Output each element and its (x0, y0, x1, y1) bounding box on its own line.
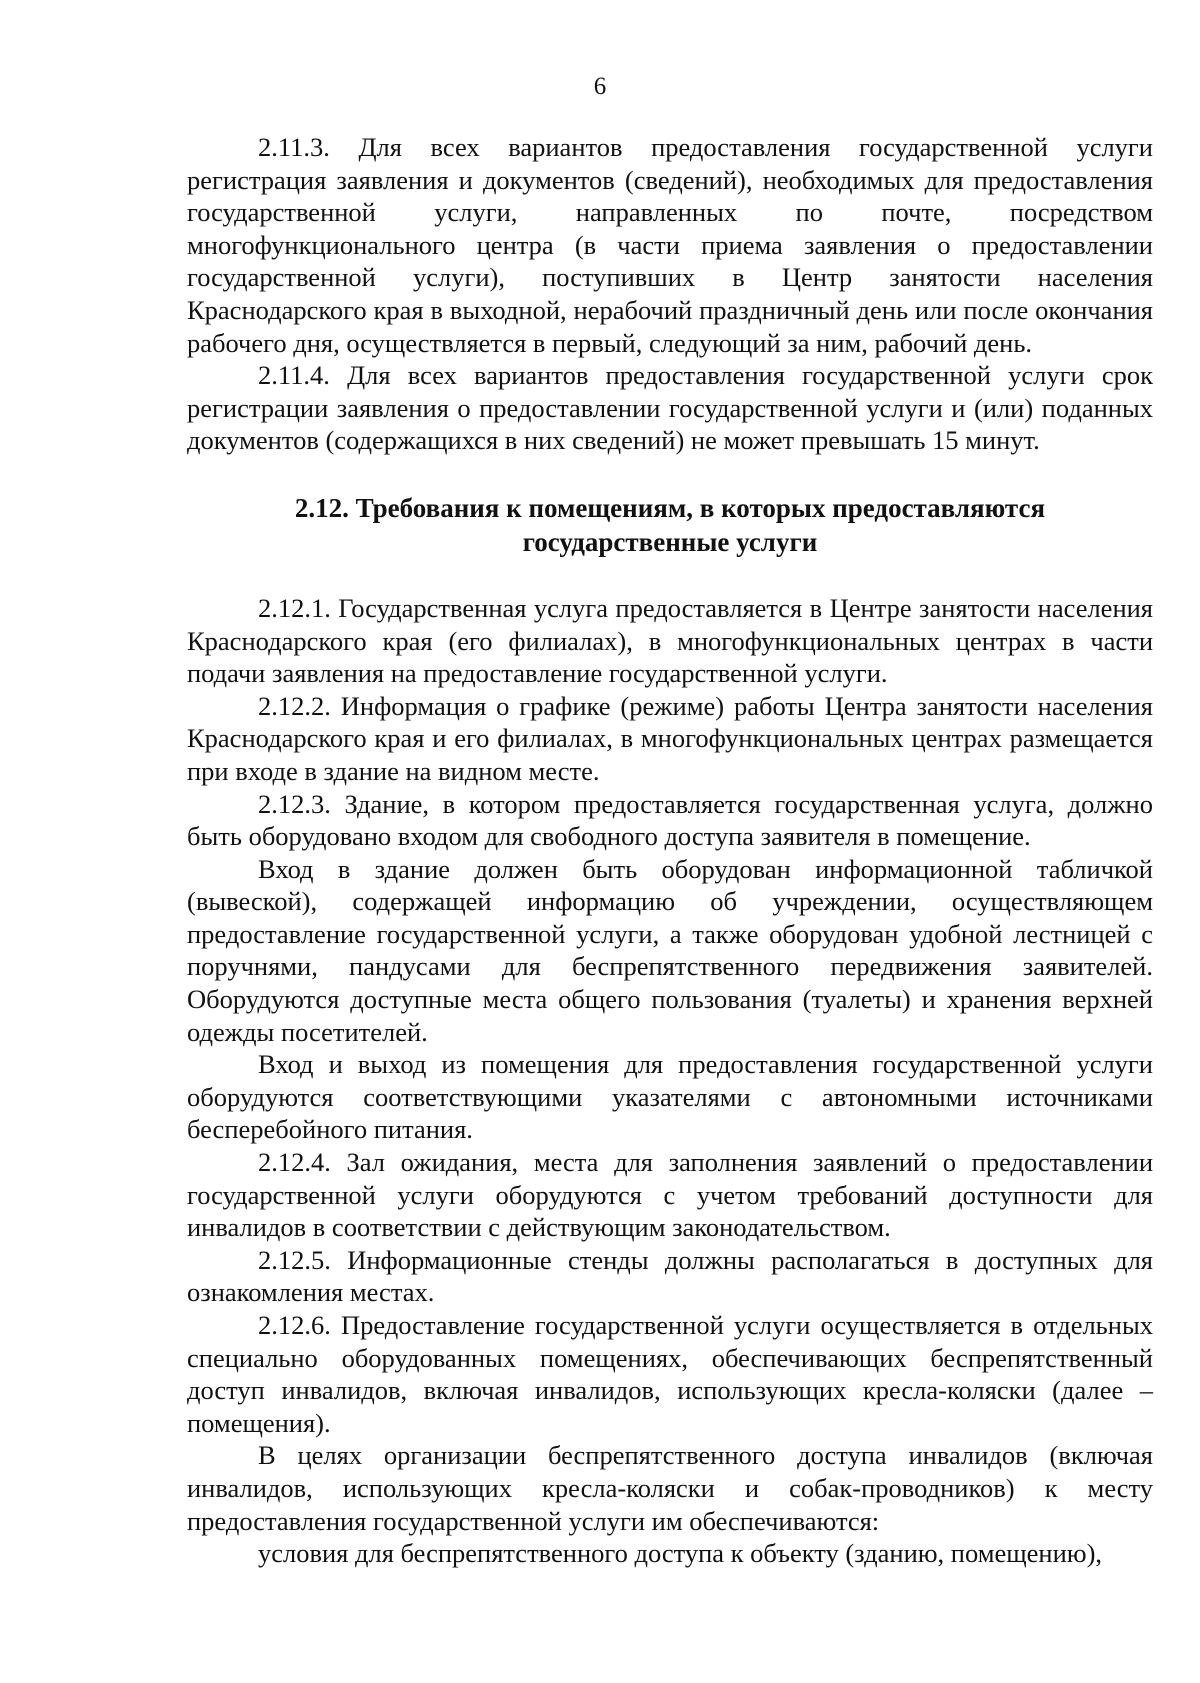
paragraph-access-goals: В целях организации беспрепятственного доступа инвалидов (включая инвалидов, использующих кресла-коляски и собак-проводников) к месту предоставления государственной услуги им обеспечиваются: (187, 1440, 1153, 1536)
paragraph-2-11-3: 2.11.3. Для всех вариантов предоставления государственной услуги регистрация заявления и документов (сведений), необходимых для предоставления государственной услуги, направленных по почте, посредством многофункционального центра (в части приема заявления о предоставлении государственной услуги), поступивших в Центр занятости населения Краснодарского края в выходной, нерабочий праздничный день или после окончания рабочего дня, осуществляется в первый, следующий за ним, рабочий день. (187, 132, 1153, 358)
paragraph-2-12-3: 2.12.3. Здание, в котором предоставляется государственная услуга, должно быть оборудовано входом для свободного доступа заявителя в помещение. (187, 788, 1153, 852)
paragraph-conditions: условия для беспрепятственного доступа к объекту (зданию, помещению), (258, 1538, 1103, 1569)
page-number: 6 (593, 73, 607, 100)
paragraph-2-12-4: 2.12.4. Зал ожидания, места для заполнения заявлений о предоставлении государственной услуги оборудуются с учетом требований доступности для инвалидов в соответствии с действующим законодательством. (187, 1147, 1153, 1243)
paragraph-2-12-2: 2.12.2. Информация о графике (режиме) работы Центра занятости населения Краснодарского края и его филиалах, в многофункциональных центрах размещается при входе в здание на видном месте. (187, 690, 1153, 786)
paragraph-2-12-1: 2.12.1. Государственная услуга предоставляется в Центре занятости населения Краснодарского края (его филиалах), в многофункциональных центрах в части подачи заявления на предоставление государственной услуги. (187, 592, 1153, 689)
spacer (187, 457, 1153, 491)
paragraph-2-11-4: 2.11.4. Для всех вариантов предоставления государственной услуги срок регистрации заявления о предоставлении государственной услуги и (или) поданных документов (содержащихся в них сведений) не может превышать 15 минут. (187, 360, 1153, 456)
section-heading-line-1: 2.12. Требования к помещениям, в которых предоставляются (294, 492, 1046, 523)
paragraph-2-12-5: 2.12.5. Информационные стенды должны располагаться в доступных для ознакомления местах. (187, 1244, 1153, 1308)
document-body (187, 131, 1153, 1570)
section-heading-line-2: государственные услуги (522, 526, 818, 557)
paragraph-2-12-6: 2.12.6. Предоставление государственной услуги осуществляется в отдельных специально оборудованных помещениях, обеспечивающих беспрепятственный доступ инвалидов, включая инвалидов, использующих кресла-коляски (далее – помещения). (187, 1310, 1153, 1438)
spacer (187, 559, 1153, 592)
section-heading-2-12 (187, 491, 1153, 559)
paragraph-exit: Вход и выход из помещения для предоставления государственной услуги оборудуются соответствующими указателями с автономными источниками бесперебойного питания. (187, 1049, 1153, 1145)
paragraph-entrance: Вход в здание должен быть оборудован информационной табличкой (вывеской), содержащей информацию об учреждении, осуществляющем предоставление государственной услуги, а также оборудован удобной лестницей с поручнями, пандусами для беспрепятственного передвижения заявителей. Оборудуются доступные места общего пользования (туалеты) и хранения верхней одежды посетителей. (187, 853, 1153, 1047)
